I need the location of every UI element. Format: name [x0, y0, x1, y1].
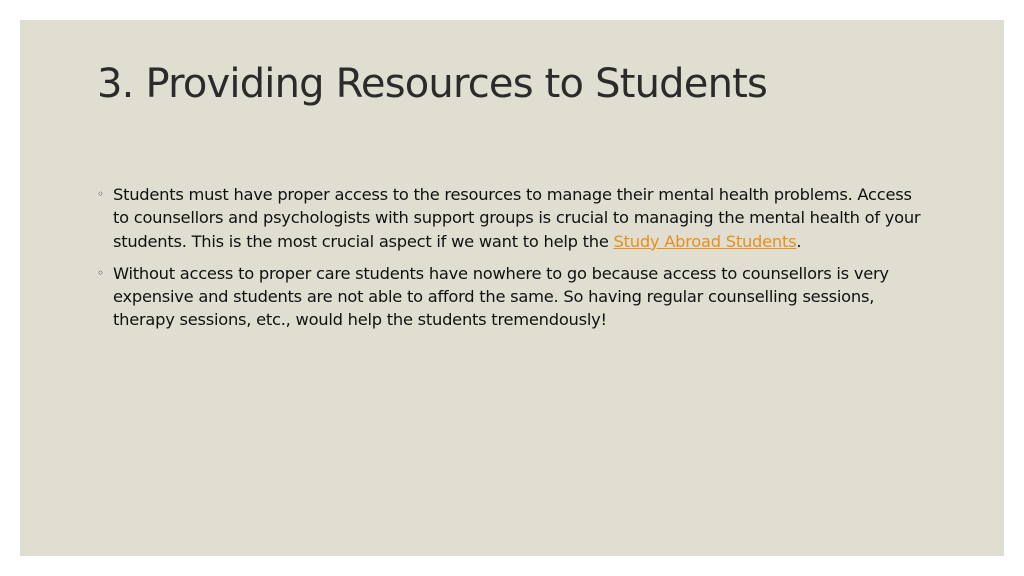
bullet-item	[97, 183, 927, 253]
slide	[20, 20, 1004, 556]
study-abroad-students-link[interactable]: Study Abroad Students	[613, 231, 797, 251]
slide-title: 3. Providing Resources to Students	[97, 61, 768, 107]
bullet-marker-icon: ◦	[97, 187, 104, 201]
bullet-list	[97, 183, 927, 341]
bullet-text: Students must have proper access to the resources to manage their mental health problems. Access to counsellors and psychologists with support groups is crucial to managing the mental health of your students. This is the most crucial aspect if we want to help the	[113, 185, 921, 251]
bullet-text-end: .	[796, 231, 802, 251]
bullet-text: Without access to proper care students have nowhere to go because access to counsellors is very expensive and students are not able to afford the same. So having regular counselling sessions, therapy sessions, etc., would help the students tremendously!	[113, 263, 889, 330]
bullet-marker-icon: ◦	[97, 265, 104, 280]
bullet-item	[97, 262, 927, 332]
